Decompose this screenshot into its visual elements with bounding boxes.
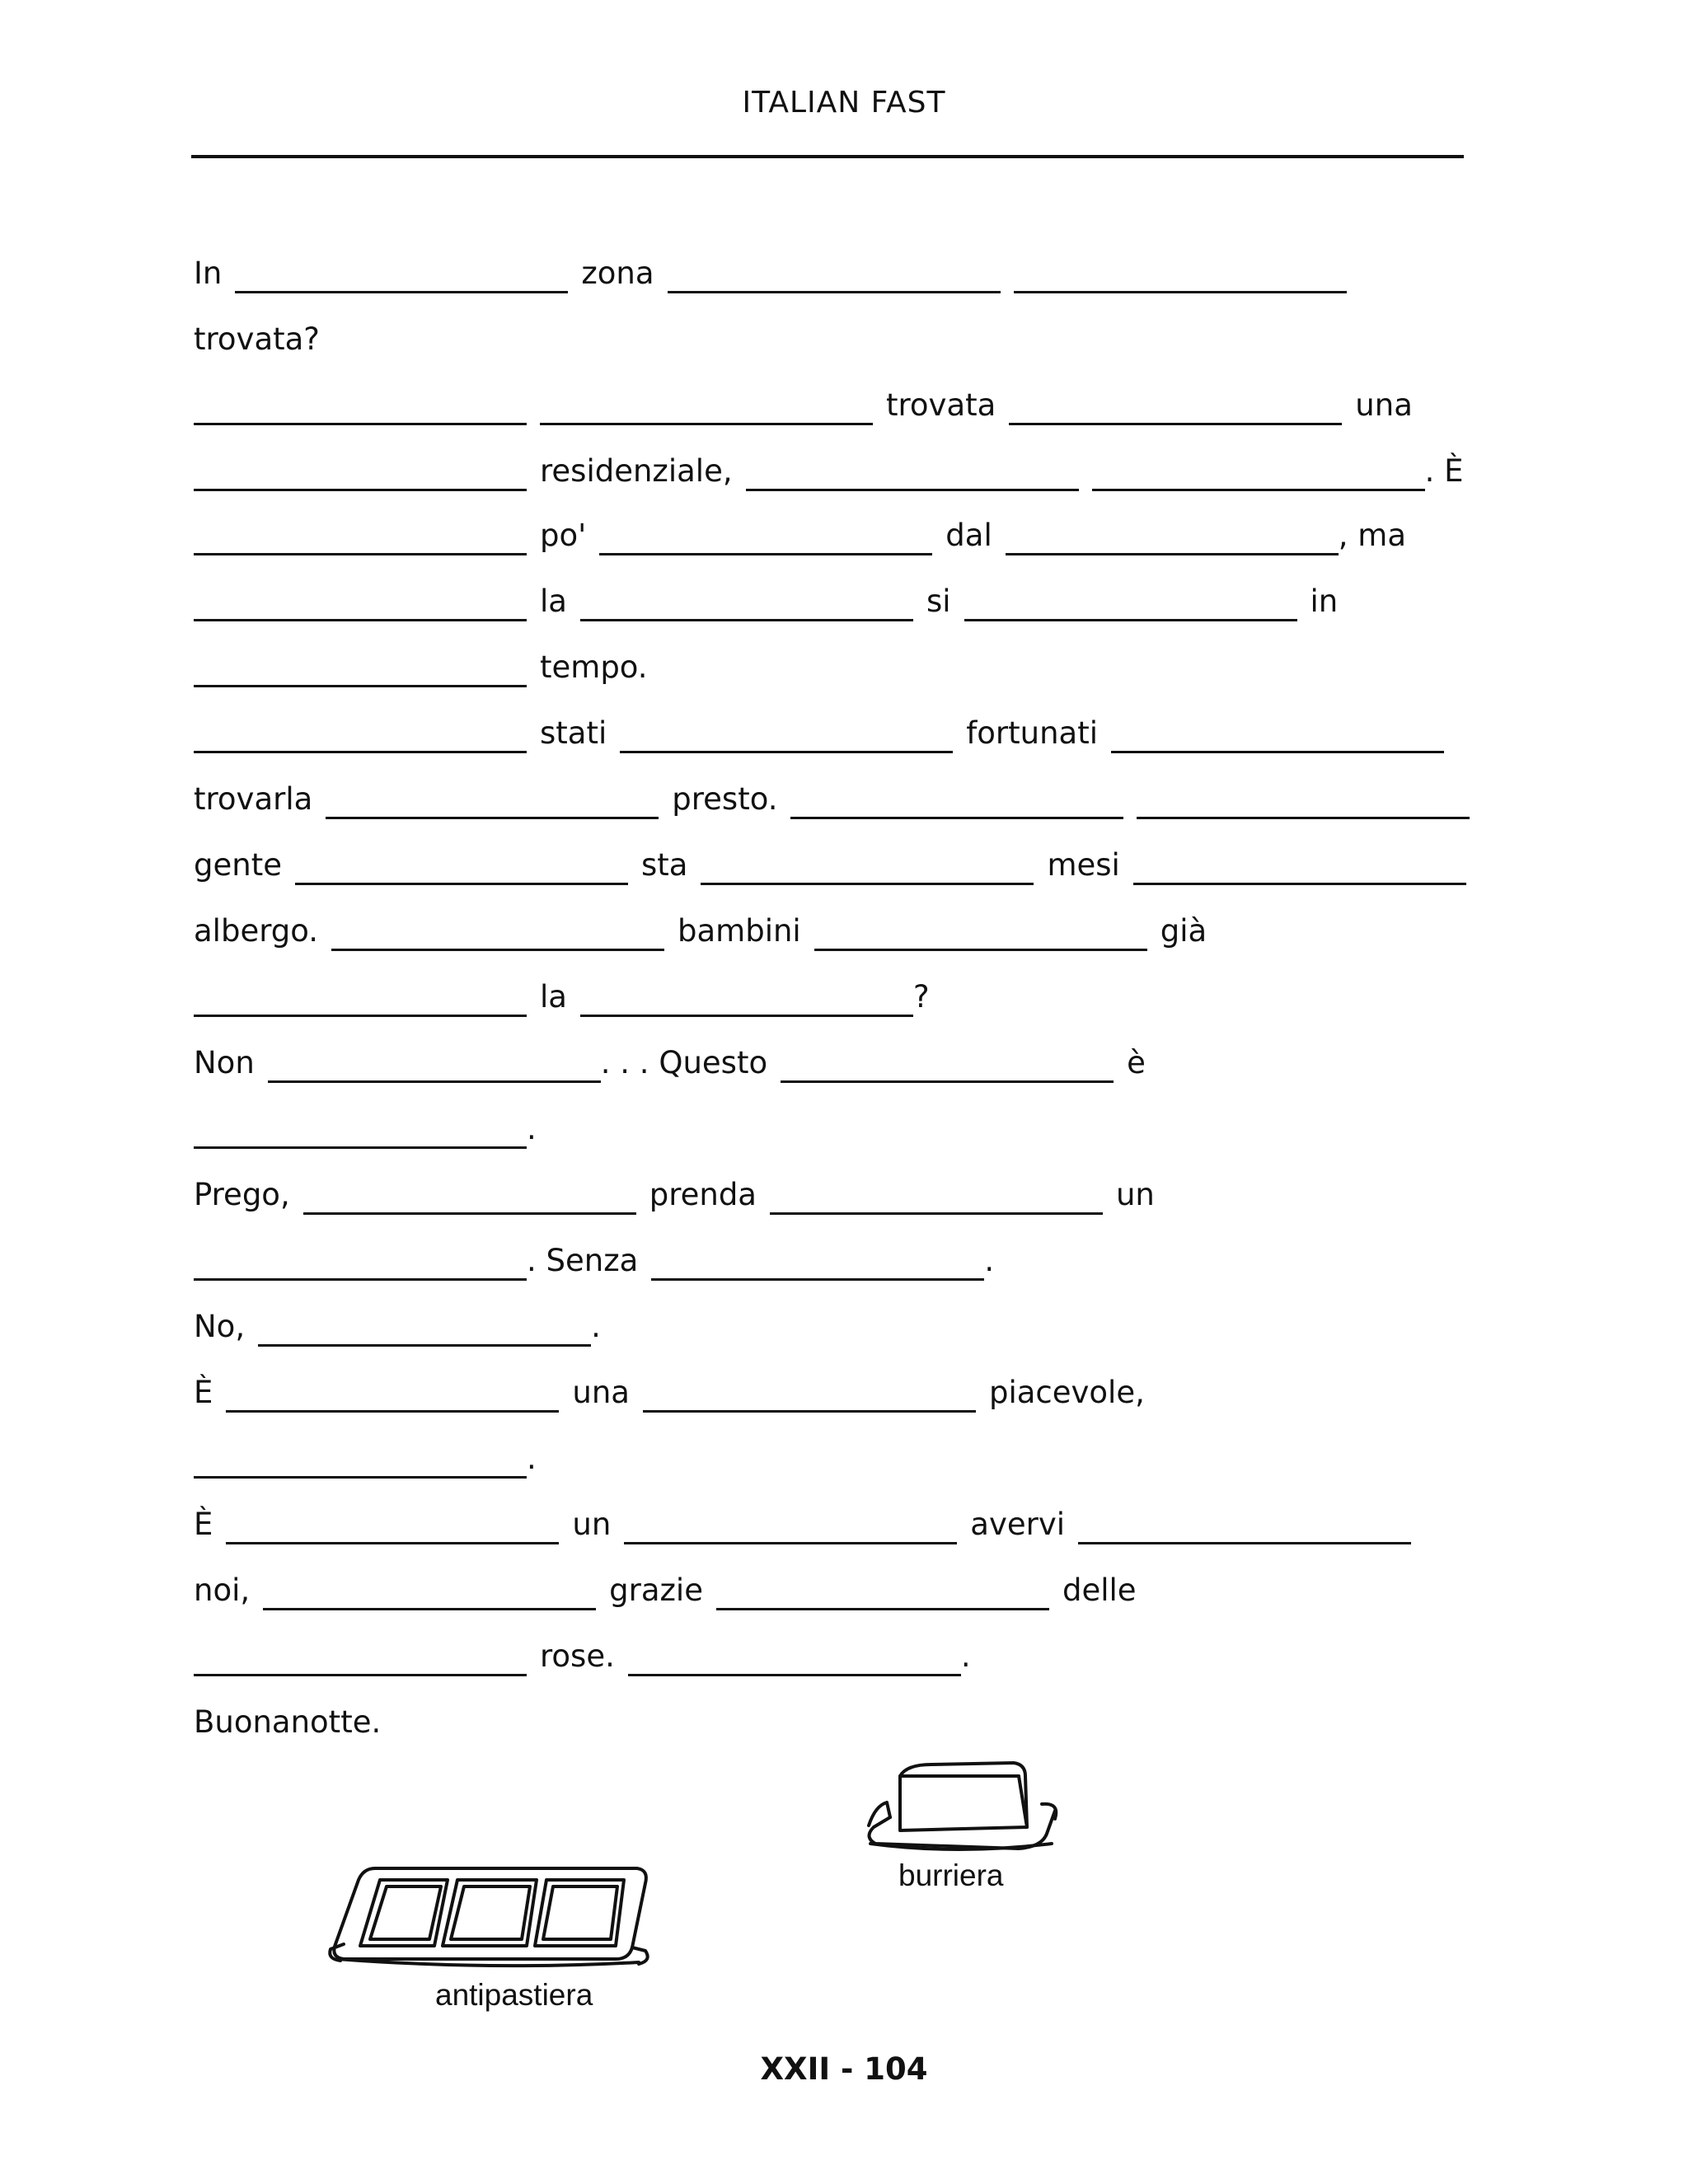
exercise-line xyxy=(194,247,1347,293)
exercise-word: , ma xyxy=(1338,518,1406,553)
exercise-word: residenziale, xyxy=(540,453,733,489)
exercise-word: È xyxy=(194,1507,213,1542)
exercise-word: è xyxy=(1127,1045,1146,1080)
exercise-word: È xyxy=(194,1375,213,1410)
answer-blank[interactable] xyxy=(790,817,1123,819)
exercise-line xyxy=(194,1564,1137,1610)
exercise-word: . . . Questo xyxy=(600,1045,768,1080)
answer-blank[interactable] xyxy=(226,1410,559,1413)
burriera-caption: burriera xyxy=(898,1858,1004,1892)
answer-blank[interactable] xyxy=(1078,1542,1411,1544)
exercise-word: ? xyxy=(912,979,930,1015)
answer-blank[interactable] xyxy=(1137,817,1470,819)
exercise-word: albergo. xyxy=(194,913,318,949)
answer-blank[interactable] xyxy=(1133,883,1466,885)
answer-blank[interactable] xyxy=(1092,489,1425,491)
answer-blank[interactable] xyxy=(1014,291,1347,293)
answer-blank[interactable] xyxy=(326,817,659,819)
answer-blank[interactable] xyxy=(1006,553,1339,555)
exercise-word: . xyxy=(960,1638,971,1674)
answer-blank[interactable] xyxy=(643,1410,976,1413)
exercise-word: dal xyxy=(945,518,992,553)
answer-blank[interactable] xyxy=(295,883,628,885)
exercise-word: una xyxy=(1355,387,1413,423)
exercise-line xyxy=(194,1103,537,1149)
exercise-line xyxy=(194,905,1207,951)
exercise-word: in xyxy=(1310,583,1339,619)
exercise-word: una xyxy=(572,1375,630,1410)
exercise-line xyxy=(194,1366,1145,1413)
exercise-line xyxy=(194,707,1444,753)
exercise-word: . xyxy=(527,1441,537,1476)
answer-blank[interactable] xyxy=(716,1608,1049,1610)
answer-blank[interactable] xyxy=(194,553,527,555)
answer-blank[interactable] xyxy=(258,1344,591,1347)
answer-blank[interactable] xyxy=(303,1212,636,1215)
exercise-word: trovarla xyxy=(194,781,313,817)
answer-blank[interactable] xyxy=(628,1674,961,1676)
exercise-word: avervi xyxy=(970,1507,1066,1542)
exercise-word: Prego, xyxy=(194,1177,290,1212)
exercise-word: rose. xyxy=(540,1638,615,1674)
answer-blank[interactable] xyxy=(781,1080,1114,1083)
exercise-word: tempo. xyxy=(540,649,648,685)
answer-blank[interactable] xyxy=(814,949,1147,951)
exercise-word: . È xyxy=(1424,453,1464,489)
antipastiera-caption: antipastiera xyxy=(435,1978,593,2012)
answer-blank[interactable] xyxy=(194,619,527,621)
exercise-line xyxy=(194,839,1466,885)
exercise-word: No, xyxy=(194,1309,246,1344)
exercise-word: . xyxy=(527,1111,537,1146)
answer-blank[interactable] xyxy=(580,619,913,621)
exercise-line xyxy=(194,509,1406,555)
answer-blank[interactable] xyxy=(964,619,1297,621)
exercise-word: fortunati xyxy=(966,715,1098,751)
exercise-line xyxy=(194,773,1470,819)
exercise-word: Buonanotte. xyxy=(194,1704,382,1740)
page-header-title: ITALIAN FAST xyxy=(742,86,946,120)
answer-blank[interactable] xyxy=(194,489,527,491)
exercise-word: la xyxy=(540,979,567,1015)
exercise-word: stati xyxy=(540,715,607,751)
exercise-word: In xyxy=(194,255,223,291)
answer-blank[interactable] xyxy=(194,1146,527,1149)
answer-blank[interactable] xyxy=(263,1608,596,1610)
answer-blank[interactable] xyxy=(599,553,932,555)
exercise-line xyxy=(194,379,1413,425)
exercise-line xyxy=(194,1037,1146,1083)
exercise-word: presto. xyxy=(672,781,778,817)
exercise-word: zona xyxy=(581,255,654,291)
exercise-word: già xyxy=(1160,913,1207,949)
answer-blank[interactable] xyxy=(226,1542,559,1544)
exercise-word: delle xyxy=(1062,1572,1137,1608)
answer-blank[interactable] xyxy=(701,883,1034,885)
answer-blank[interactable] xyxy=(1111,751,1444,753)
answer-blank[interactable] xyxy=(331,949,664,951)
exercise-line xyxy=(194,1630,971,1676)
exercise-line xyxy=(194,641,648,687)
answer-blank[interactable] xyxy=(580,1015,913,1017)
exercise-word: noi, xyxy=(194,1572,251,1608)
answer-blank[interactable] xyxy=(746,489,1079,491)
exercise-word: bambini xyxy=(678,913,801,949)
exercise-word: sta xyxy=(640,847,688,883)
answer-blank[interactable] xyxy=(770,1212,1103,1215)
exercise-word: gente xyxy=(194,847,282,883)
exercise-line xyxy=(194,575,1338,621)
exercise-line xyxy=(194,1432,537,1479)
answer-blank[interactable] xyxy=(624,1542,957,1544)
antipastiera-icon xyxy=(326,1858,655,1974)
exercise-line xyxy=(194,1696,381,1742)
answer-blank[interactable] xyxy=(651,1278,984,1281)
answer-blank[interactable] xyxy=(194,1015,527,1017)
answer-blank[interactable] xyxy=(194,685,527,687)
answer-blank[interactable] xyxy=(268,1080,601,1083)
answer-blank[interactable] xyxy=(194,1674,527,1676)
burriera-icon xyxy=(857,1751,1063,1858)
exercise-word: un xyxy=(1115,1177,1155,1212)
exercise-word: trovata xyxy=(886,387,996,423)
answer-blank[interactable] xyxy=(194,1476,527,1479)
exercise-line xyxy=(194,1169,1155,1215)
answer-blank[interactable] xyxy=(620,751,953,753)
exercise-line xyxy=(194,1235,994,1281)
exercise-line xyxy=(194,445,1464,491)
exercise-word: si xyxy=(926,583,951,619)
exercise-word: po' xyxy=(540,518,587,553)
exercise-word: piacevole, xyxy=(988,1375,1145,1410)
exercise-word: mesi xyxy=(1047,847,1120,883)
exercise-line xyxy=(194,971,930,1017)
exercise-line xyxy=(194,1301,601,1347)
answer-blank[interactable] xyxy=(1009,423,1342,425)
exercise-word: grazie xyxy=(609,1572,703,1608)
exercise-word: prenda xyxy=(649,1177,757,1212)
exercise-word: un xyxy=(572,1507,612,1542)
exercise-word: Non xyxy=(194,1045,255,1080)
answer-blank[interactable] xyxy=(194,423,527,425)
exercise-word: la xyxy=(540,583,567,619)
exercise-line xyxy=(194,1498,1411,1544)
exercise-word: . xyxy=(984,1243,995,1278)
exercise-word: . xyxy=(591,1309,601,1344)
answer-blank[interactable] xyxy=(194,751,527,753)
answer-blank[interactable] xyxy=(540,423,873,425)
exercise-line xyxy=(194,313,320,359)
answer-blank[interactable] xyxy=(194,1278,527,1281)
exercise-word: trovata? xyxy=(194,321,320,357)
exercise-word: . Senza xyxy=(527,1243,639,1278)
answer-blank[interactable] xyxy=(668,291,1001,293)
page-number: XXII - 104 xyxy=(760,2051,928,2087)
answer-blank[interactable] xyxy=(235,291,568,293)
